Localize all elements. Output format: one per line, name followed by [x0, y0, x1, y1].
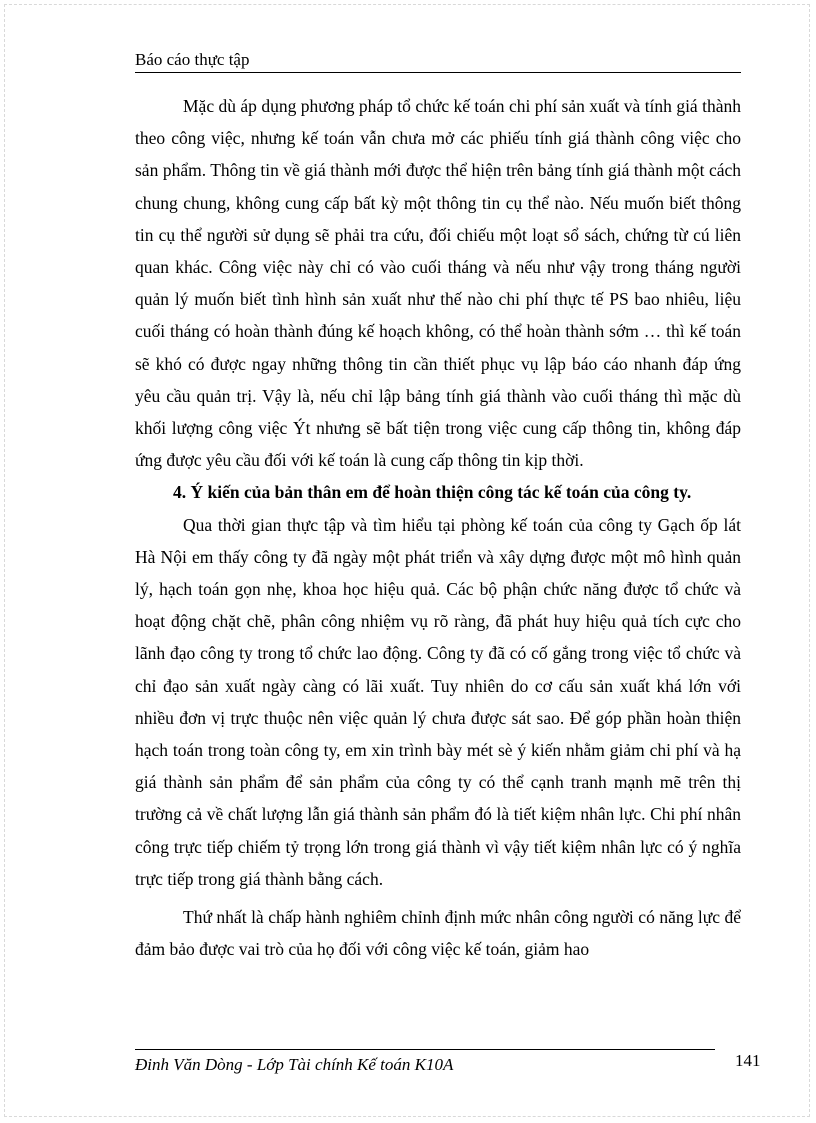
- body-paragraph: Mặc dù áp dụng phương pháp tổ chức kế toán chi phí sản xuất và tính giá thành theo công việc, nhưng kế toán vẫn chưa mở các phiếu tính giá thành công việc cho sản phẩm. Thông tin về giá thành mới được thể hiện trên bảng tính giá thành một cách chung chung, không cung cấp bất kỳ một thông tin cụ thể nào. Nếu muốn biết thông tin cụ thể người sử dụng sẽ phải tra cứu, đối chiếu một loạt sổ sách, chứng từ cú liên quan khác. Công việc này chỉ có vào cuối tháng và nếu như vậy trong tháng người quản lý muốn biết tình hình sản xuất như thế nào chi phí thực tế PS bao nhiêu, liệu cuối tháng có hoàn thành đúng kế hoạch không, có thể hoàn thành sớm … thì kế toán sẽ khó có được ngay những thông tin cần thiết phục vụ lập báo cáo nhanh đáp ứng yêu cầu quản trị. Vậy là, nếu chỉ lập bảng tính giá thành vào cuối tháng thì mặc dù khối lượng công việc Ýt nhưng sẽ bất tiện trong việc cung cấp thông tin, không đáp ứng được yêu cầu đối với kế toán là cung cấp thông tin kịp thời.: [135, 96, 741, 471]
- footer-divider: [135, 1049, 715, 1050]
- document-body: [135, 90, 741, 965]
- page-number: 141: [735, 1051, 761, 1070]
- body-paragraph: Qua thời gian thực tập và tìm hiểu tại phòng kế toán của công ty Gạch ốp lát Hà Nội em thấy công ty đã ngày một phát triển và xây dựng được một mô hình quản lý, hạch toán gọn nhẹ, khoa học hiệu quả. Các bộ phận chức năng được tổ chức và hoạt động chặt chẽ, phân công nhiệm vụ rõ ràng, đã phát huy hiệu quả tích cực cho lãnh đạo công ty trong tổ chức lao động. Công ty đã có cố gắng trong việc tổ chức và chỉ đạo sản xuất ngày càng có lãi xuất. Tuy nhiên do cơ cấu sản xuất khá lớn với nhiều đơn vị trực thuộc nên việc quản lý chưa được sát sao. Để góp phần hoàn thiện hạch toán trong toàn công ty, em xin trình bày mét sè ý kiến nhằm giảm chi phí và hạ giá thành sản phẩm để sản phẩm của công ty có thể cạnh tranh mạnh mẽ trên thị trường cả về chất lượng lẫn giá thành sản phẩm đó là tiết kiệm nhân lực. Chi phí nhân công trực tiếp chiếm tỷ trọng lớn trong giá thành vì vậy tiết kiệm nhân lực có ý nghĩa trực tiếp trong giá thành bằng cách.: [135, 514, 741, 889]
- section-heading: 4. Ý kiến của bản thân em để hoàn thiện công tác kế toán của công ty.: [173, 482, 692, 503]
- page-header: Báo cáo thực tập: [135, 48, 741, 73]
- footer-author: Đinh Văn Dòng - Lớp Tài chính Kế toán K10A: [135, 1055, 454, 1074]
- body-paragraph: Thứ nhất là chấp hành nghiêm chỉnh định mức nhân công người có năng lực để đảm bảo được vai trò của họ đối với công việc kế toán, giảm hao: [135, 907, 741, 960]
